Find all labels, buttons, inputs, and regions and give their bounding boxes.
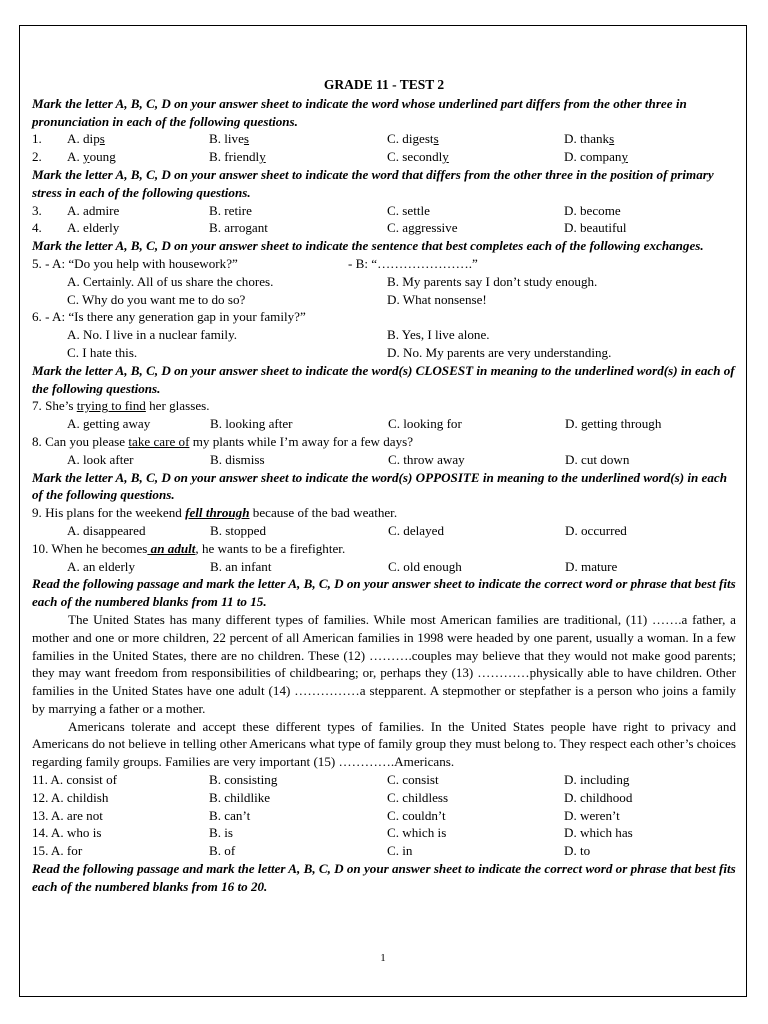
option-d: D. What nonsense! — [387, 291, 487, 307]
option-b: B. retire — [209, 202, 252, 218]
question-9-options — [32, 522, 736, 540]
option-c: C. aggressive — [387, 220, 458, 236]
question-3 — [32, 202, 736, 220]
option-c: C. which is — [387, 825, 447, 841]
blank-options-12 — [32, 789, 736, 807]
instruction-closest: Mark the letter A, B, C, D on your answer sheet to indicate the word(s) CLOSEST in meaning to the underlined word(s) in each of the following questions. — [32, 362, 735, 396]
option-a: 11. A. consist of — [32, 772, 117, 788]
option-c: C. old enough — [388, 558, 462, 574]
instruction-passage-1: Read the following passage and mark the letter A, B, C, D on your answer sheet to indicate the correct word or phrase that best fits each of the numbered blanks from 11 to 15. — [32, 576, 736, 610]
option-a: A. young — [67, 149, 116, 165]
option-c: C. digests — [387, 131, 439, 147]
option-b: B. Yes, I live alone. — [387, 327, 490, 343]
blank-options-14 — [32, 824, 736, 842]
option-b: B. an infant — [210, 558, 272, 574]
option-c: C. in — [387, 843, 413, 859]
question-number: 3. — [32, 202, 42, 218]
option-a: A. look after — [67, 451, 134, 467]
option-d: D. to — [564, 843, 591, 859]
blank-options-15 — [32, 842, 736, 860]
option-a: A. admire — [67, 202, 120, 218]
question-number: 4. — [32, 220, 42, 236]
option-b: B. can’t — [209, 807, 251, 823]
option-a: A. Certainly. All of us share the chores. — [67, 273, 274, 289]
option-b: B. consisting — [209, 772, 278, 788]
question-10-options — [32, 558, 736, 576]
option-c: C. Why do you want me to do so? — [67, 291, 246, 307]
option-d: D. mature — [565, 558, 618, 574]
option-d: D. cut down — [565, 451, 630, 467]
question-9-stem: 9. His plans for the weekend fell through because of the bad weather. — [32, 505, 398, 521]
option-a: 12. A. childish — [32, 789, 109, 805]
option-b: B. dismiss — [210, 451, 265, 467]
question-6-options-ab — [32, 326, 736, 344]
test-content — [32, 76, 736, 896]
option-c: C. delayed — [388, 522, 444, 538]
option-c: C. looking for — [388, 416, 462, 432]
question-7-stem: 7. She’s trying to find her glasses. — [32, 398, 210, 414]
option-a: 15. A. for — [32, 843, 83, 859]
option-d: D. occurred — [565, 522, 627, 538]
option-a: A. an elderly — [67, 558, 135, 574]
question-4 — [32, 219, 736, 237]
option-c: C. couldn’t — [387, 807, 446, 823]
question-1 — [32, 130, 736, 148]
option-a: A. No. I live in a nuclear family. — [67, 327, 238, 343]
option-d: D. including — [564, 772, 630, 788]
passage-paragraph-2: Americans tolerate and accept these different types of families. In the United States people have right to privacy and Americans do not believe in telling other Americans what type of family group they must belong to. They respect each other’s choices regarding family groups. Families are very important (15) ………….Americans. — [32, 718, 736, 770]
option-d: D. company — [564, 149, 628, 165]
option-a: 14. A. who is — [32, 825, 102, 841]
page-title: GRADE 11 - TEST 2 — [323, 77, 445, 92]
question-number: 1. — [32, 131, 42, 147]
option-b: B. stopped — [210, 522, 267, 538]
blank-options-13 — [32, 807, 736, 825]
option-b: B. is — [209, 825, 234, 841]
option-d: D. getting through — [565, 416, 662, 432]
instruction-pronunciation: Mark the letter A, B, C, D on your answer sheet to indicate the word whose underlined part differs from the other three in pronunciation in each of the following questions. — [32, 95, 687, 129]
option-a: 13. A. are not — [32, 807, 103, 823]
option-c: C. settle — [387, 202, 430, 218]
question-5-options-cd — [32, 291, 736, 309]
option-c: C. childless — [387, 789, 449, 805]
option-a: A. elderly — [67, 220, 120, 236]
instruction-stress: Mark the letter A, B, C, D on your answer sheet to indicate the word that differs from the other three in the position of primary stress in each of the following questions. — [32, 166, 714, 200]
option-c: C. secondly — [387, 149, 449, 165]
question-number: 2. — [32, 149, 42, 165]
question-6-stem: 6. - A: “Is there any generation gap in your family?” — [32, 309, 306, 325]
option-b: B. friendly — [209, 149, 266, 165]
passage-paragraph-1: The United States has many different types of families. While most American families are traditional, (11) …….a father, a mother and one or more children, 22 percent of all American families in 1998 were headed by one parent, usually a woman. In a few families in the United States, there are no children. These (12) ……….couples may believe that they would not make good parents; they may want freedom from responsibilities of childbearing; or, perhaps they (13) …………physically able to have children. Other families in the United States have one adult (14) ……………a stepparent. A stepmother or stepfather is a person who joins a family by marrying a father or a mother. — [32, 611, 736, 716]
option-d: D. become — [564, 202, 621, 218]
option-d: D. No. My parents are very understanding. — [387, 344, 612, 360]
option-d: D. childhood — [564, 789, 633, 805]
option-c: C. I hate this. — [67, 344, 138, 360]
blank-options-11 — [32, 771, 736, 789]
question-7-options — [32, 415, 736, 433]
question-8-options — [32, 451, 736, 469]
option-b: B. My parents say I don’t study enough. — [387, 273, 598, 289]
option-c: C. throw away — [388, 451, 465, 467]
option-d: D. which has — [564, 825, 633, 841]
question-2 — [32, 148, 736, 166]
instruction-opposite: Mark the letter A, B, C, D on your answer sheet to indicate the word(s) OPPOSITE in meaning to the underlined word(s) in each of the following questions. — [32, 469, 728, 503]
instruction-passage-2: Read the following passage and mark the letter A, B, C, D on your answer sheet to indicate the correct word or phrase that best fits each of the numbered blanks from 16 to 20. — [32, 861, 736, 894]
option-c: C. consist — [387, 772, 439, 788]
option-a: A. dips — [67, 131, 105, 147]
option-a: A. getting away — [67, 416, 151, 432]
question-5-options-ab — [32, 273, 736, 291]
page-border — [19, 25, 747, 997]
question-10-stem: 10. When he becomes an adult, he wants to be a firefighter. — [32, 540, 346, 556]
option-b: B. lives — [209, 131, 250, 147]
option-a: A. disappeared — [67, 522, 146, 538]
option-d: D. thanks — [564, 131, 615, 147]
option-b: B. looking after — [210, 416, 293, 432]
option-b: B. childlike — [209, 789, 271, 805]
option-b: B. arrogant — [209, 220, 268, 236]
option-d: D. weren’t — [564, 807, 620, 823]
question-8-stem: 8. Can you please take care of my plants while I’m away for a few days? — [32, 433, 414, 449]
question-6-options-cd — [32, 344, 736, 362]
option-b: B. of — [209, 843, 236, 859]
instruction-exchanges: Mark the letter A, B, C, D on your answer sheet to indicate the sentence that best completes each of the following exchanges. — [32, 238, 704, 254]
page-number: 1 — [380, 952, 386, 964]
question-5-stem: 5. - A: “Do you help with housework?” - B: “………………….” — [32, 255, 478, 271]
option-d: D. beautiful — [564, 220, 627, 236]
